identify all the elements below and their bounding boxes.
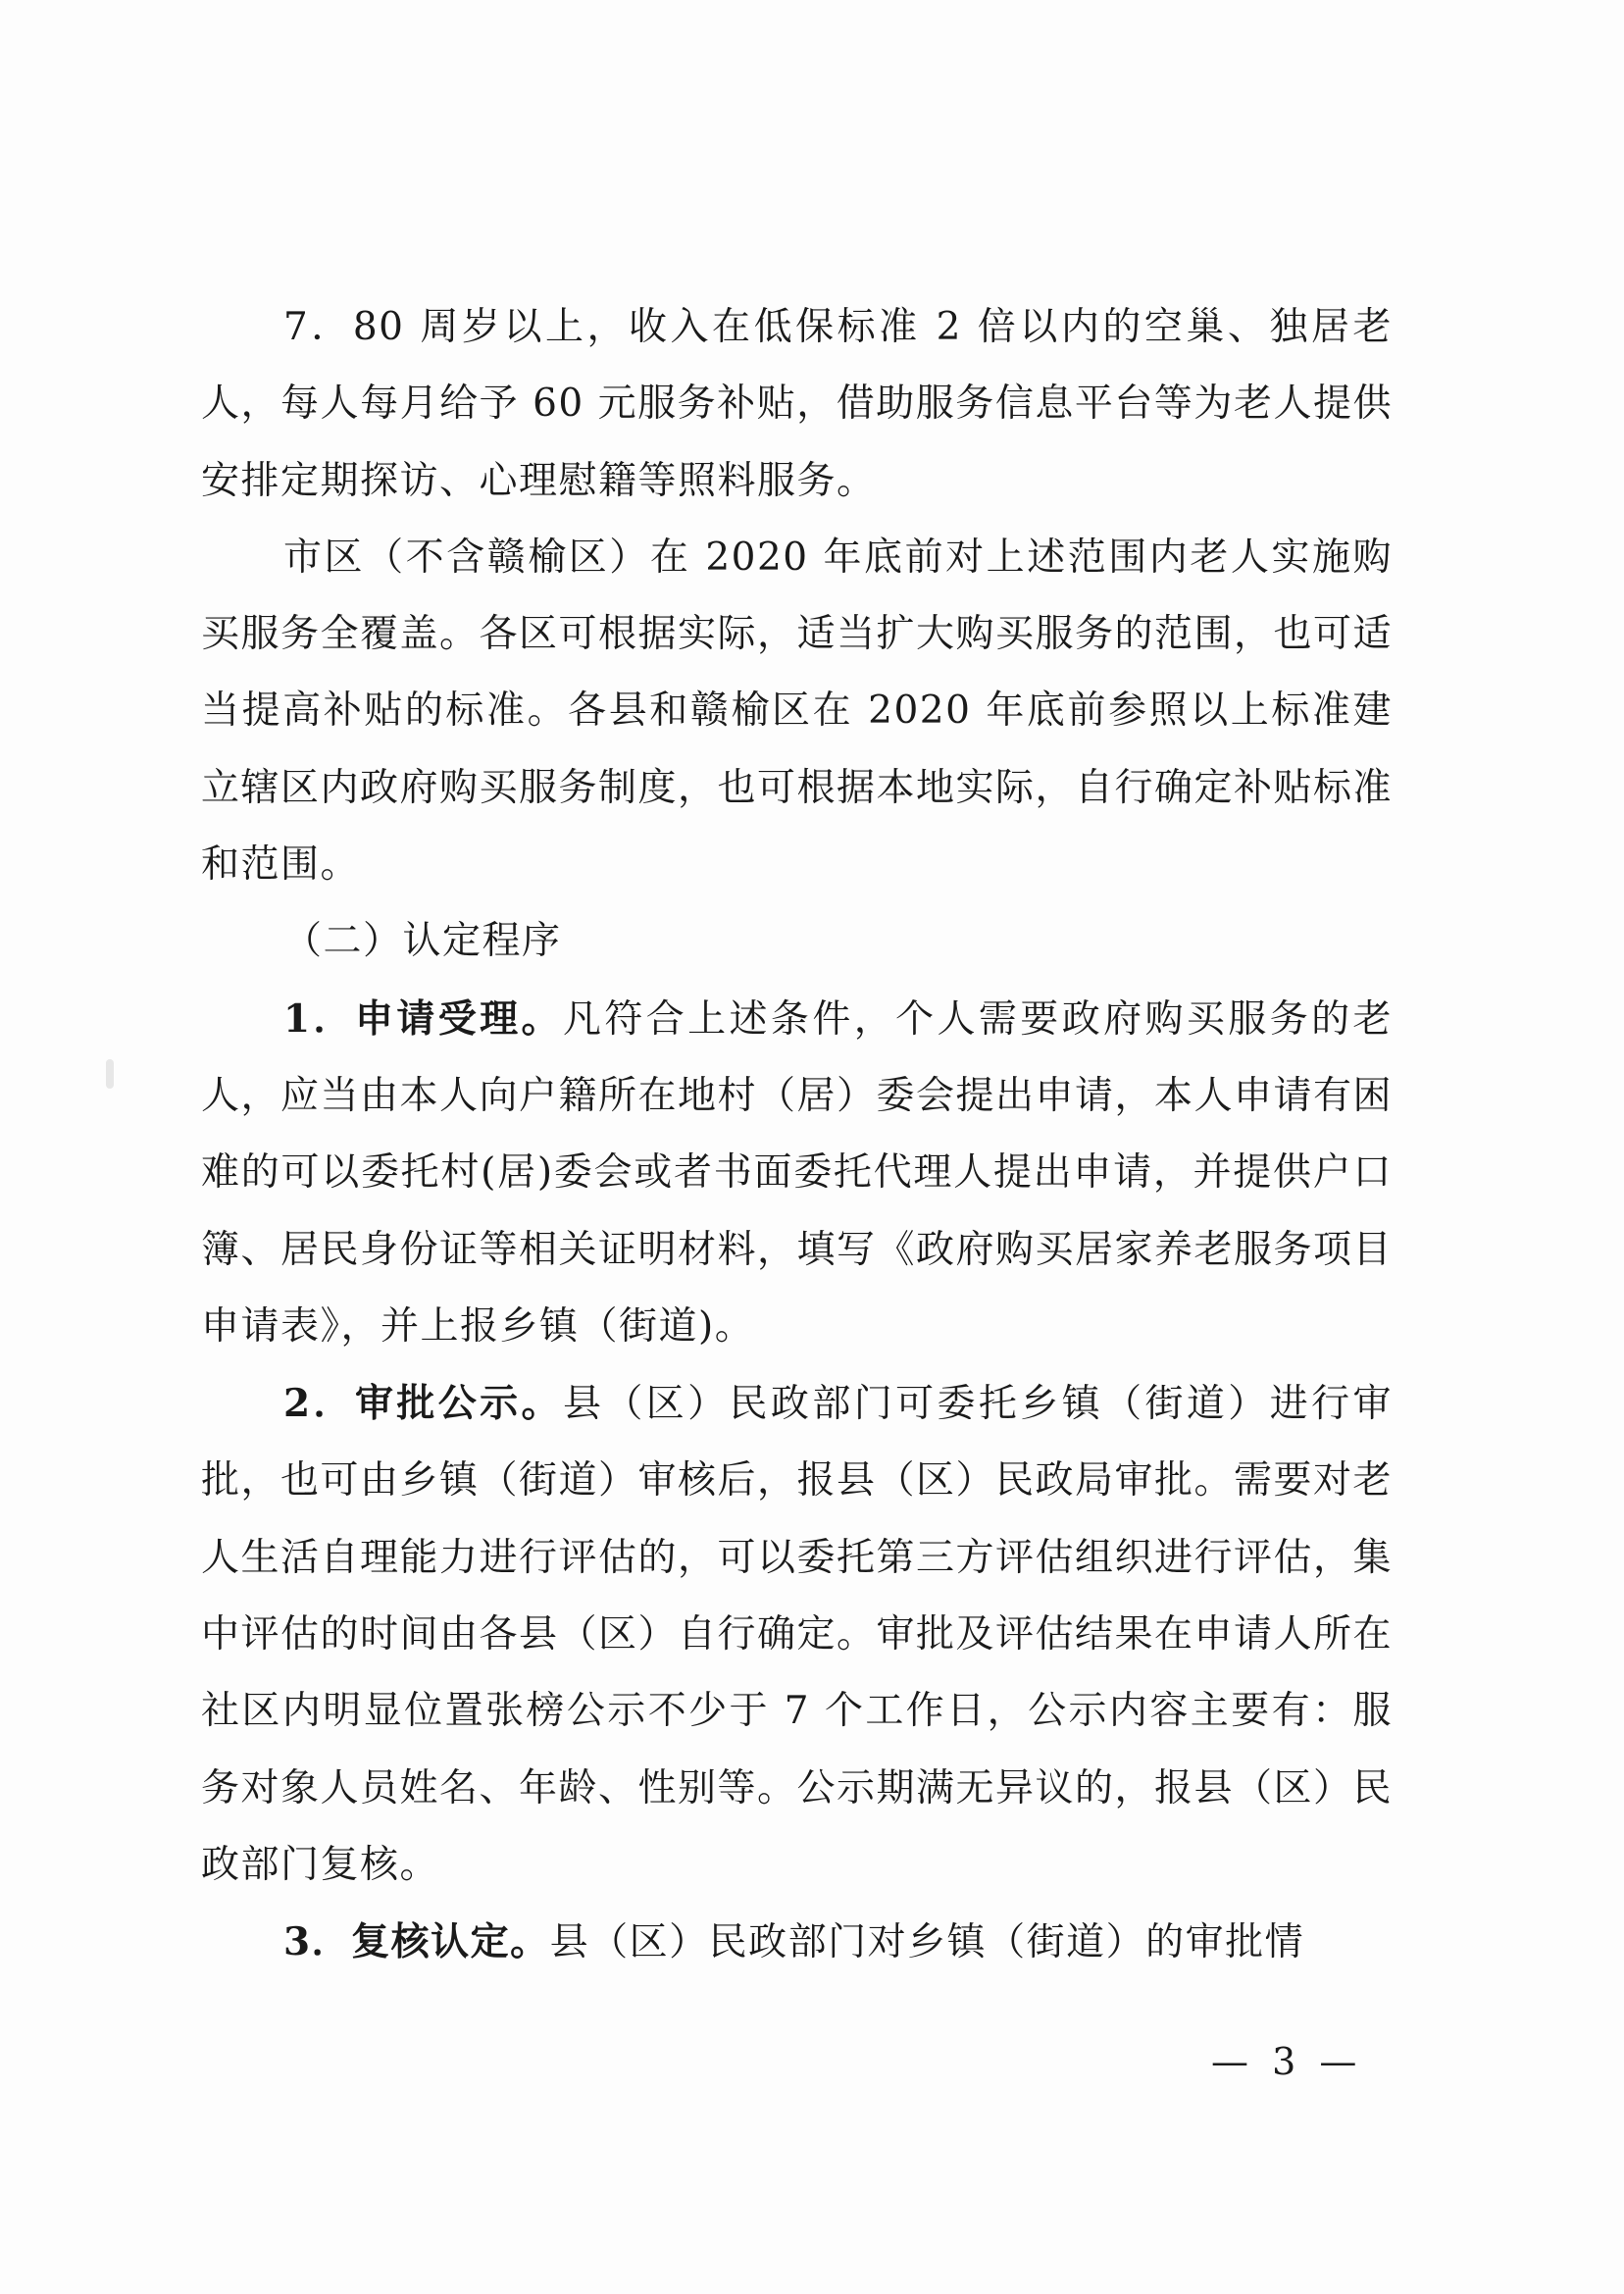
step-3-paragraph [201, 1904, 1393, 1981]
step-2-title: 审批公示。 [354, 1381, 563, 1427]
paragraph-item-7: 7．80 周岁以上，收入在低保标准 2 倍以内的空巢、独居老人，每人每月给予 60 元服务补贴，借助服务信息平台等为老人提供安排定期探访、心理慰籍等照料服务。 [201, 305, 1393, 503]
paragraph-city-coverage: 市区（不含赣榆区）在 2020 年底前对上述范围内老人实施购买服务全覆盖。各区可根据实际，适当扩大购买服务的范围，也可适当提高补贴的标准。各县和赣榆区在 2020 年底前参照以上标准建立辖区内政府购买服务制度，也可根据本地实际，自行确定补贴标准和范围。 [201, 535, 1394, 888]
step-3-number: 3． [283, 1919, 352, 1965]
document-body [201, 289, 1393, 1982]
scan-artifact [106, 1059, 114, 1089]
step-3-text: 县（区）民政部门对乡镇（街道）的审批情 [549, 1920, 1305, 1965]
step-2-text: 县（区）民政部门可委托乡镇（街道）进行审批，也可由乡镇（街道）审核后，报县（区）民政局审批。需要对老人生活自理能力进行评估的，可以委托第三方评估组织进行评估，集中评估的时间由各县（区）自行确定。审批及评估结果在申请人所在社区内明显位置张榜公示不少于 7 个工作日，公示内容主要有：服务对象人员姓名、年龄、性别等。公示期满无异议的，报县（区）民政部门复核。 [201, 1382, 1394, 1887]
page-number: — 3 — [1211, 2040, 1363, 2083]
step-3-title: 复核认定。 [351, 1919, 550, 1965]
step-1-title: 申请受理。 [354, 995, 563, 1042]
step-1-number: 1． [283, 995, 355, 1042]
step-1-text: 凡符合上述条件，个人需要政府购买服务的老人，应当由本人向户籍所在地村（居）委会提出申请，本人申请有困难的可以委托村(居)委会或者书面委托代理人提出申请，并提供户口簿、居民身份证等相关证明材料，填写《政府购买居家养老服务项目申请表》，并上报乡镇（街道)。 [201, 996, 1394, 1349]
section-heading: （二）认定程序 [283, 919, 562, 964]
step-2-paragraph [201, 1365, 1393, 1904]
step-2-number: 2． [283, 1381, 355, 1427]
step-1-paragraph [201, 981, 1393, 1365]
